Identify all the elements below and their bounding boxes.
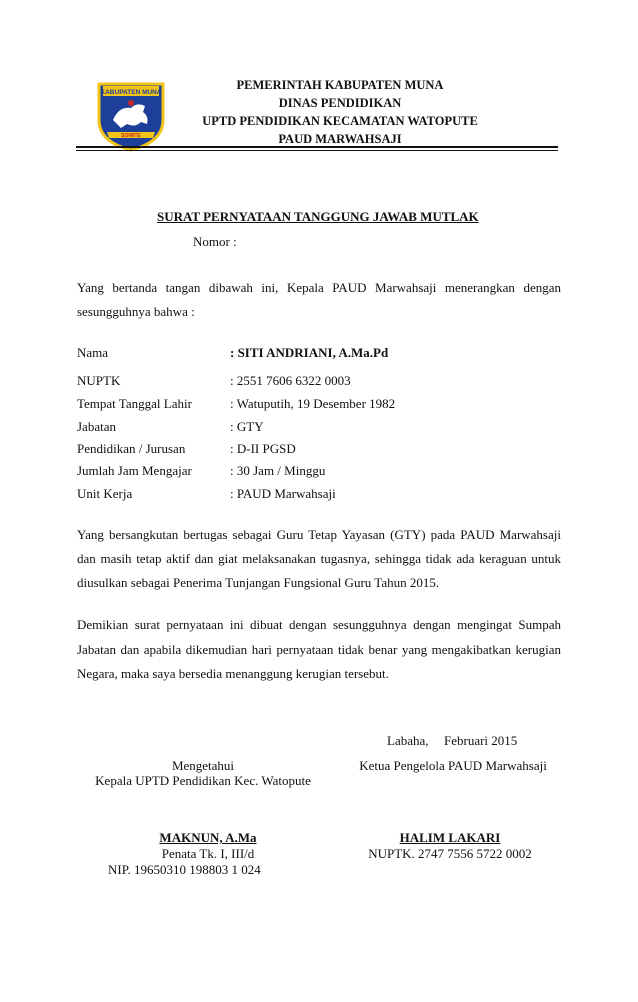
field-value-ttl: : Watuputih, 19 Desember 1982 (230, 396, 396, 411)
left-signatory-nip: NIP. 19650310 198803 1 024 (108, 862, 261, 877)
logo-text-bottom: SOWITE (121, 133, 141, 139)
field-value-pendidikan: : D-II PGSD (230, 441, 296, 456)
body2-line-2: Jabatan dan apabila dikemudian hari pernyataan tidak benar yang mengakibatkan kerugian (77, 642, 561, 657)
signing-place: Labaha, (387, 733, 429, 748)
body2-line-1: Demikian surat pernyataan ini dibuat dengan sesungguhnya dengan mengingat Sumpah (77, 617, 561, 632)
right-heading: Ketua Pengelola PAUD Marwahsaji (359, 758, 547, 773)
left-heading-2: Kepala UPTD Pendidikan Kec. Watopute (95, 773, 311, 788)
body1-line-1: Yang bersangkutan bertugas sebagai Guru Tetap Yayasan (GTY) pada PAUD Marwahsaji (77, 527, 561, 542)
left-heading-1: Mengetahui (171, 758, 235, 773)
body2-line-3: Negara, maka saya bersedia menanggung kerugian tersebut. (77, 666, 389, 681)
header-divider-thick (76, 146, 558, 148)
field-label-nama: Nama (77, 345, 109, 360)
field-label-nuptk: NUPTK (77, 373, 121, 388)
field-value-jabatan: : GTY (230, 419, 264, 434)
field-value-unit: : PAUD Marwahsaji (230, 486, 336, 501)
field-label-pendidikan: Pendidikan / Jurusan (77, 441, 186, 456)
regency-logo (93, 76, 169, 152)
header-line-3: UPTD PENDIDIKAN KECAMATAN WATOPUTE (202, 114, 478, 128)
field-label-ttl: Tempat Tanggal Lahir (77, 396, 192, 411)
left-signatory-rank: Penata Tk. I, III/d (161, 846, 255, 861)
header-line-2: DINAS PENDIDIKAN (278, 96, 402, 110)
field-value-jam: : 30 Jam / Minggu (230, 463, 326, 478)
document-number: Nomor : (193, 234, 237, 249)
field-label-jabatan: Jabatan (77, 419, 116, 434)
signing-date: Februari 2015 (444, 733, 518, 748)
left-signatory-name: MAKNUN, A.Ma (159, 830, 257, 845)
right-signatory-name: HALIM LAKARI (399, 830, 501, 845)
intro-line-2: sesungguhnya bahwa : (77, 304, 195, 319)
logo-text-top: KABUPATEN MUNA (100, 89, 162, 96)
document-title: SURAT PERNYATAAN TANGGUNG JAWAB MUTLAK (157, 209, 479, 224)
body1-line-3: diusulkan sebagai Penerima Tunjangan Fungsional Guru Tahun 2015. (77, 575, 440, 590)
header-line-1: PEMERINTAH KABUPATEN MUNA (236, 78, 444, 92)
field-value-nuptk: : 2551 7606 6322 0003 (230, 373, 351, 388)
field-value-nama: : SITI ANDRIANI, A.Ma.Pd (230, 345, 389, 360)
field-label-jam: Jumlah Jam Mengajar (77, 463, 192, 478)
header-divider-thin (76, 150, 558, 151)
body1-line-2: dan masih tetap aktif dan giat melaksanakan tugasnya, sehingga tidak ada keraguan untuk (77, 551, 561, 566)
intro-line-1: Yang bertanda tangan dibawah ini, Kepala PAUD Marwahsaji menerangkan dengan (77, 280, 561, 295)
field-label-unit: Unit Kerja (77, 486, 133, 501)
right-signatory-nuptk: NUPTK. 2747 7556 5722 0002 (368, 846, 532, 861)
header-line-4: PAUD MARWAHSAJI (278, 132, 402, 146)
